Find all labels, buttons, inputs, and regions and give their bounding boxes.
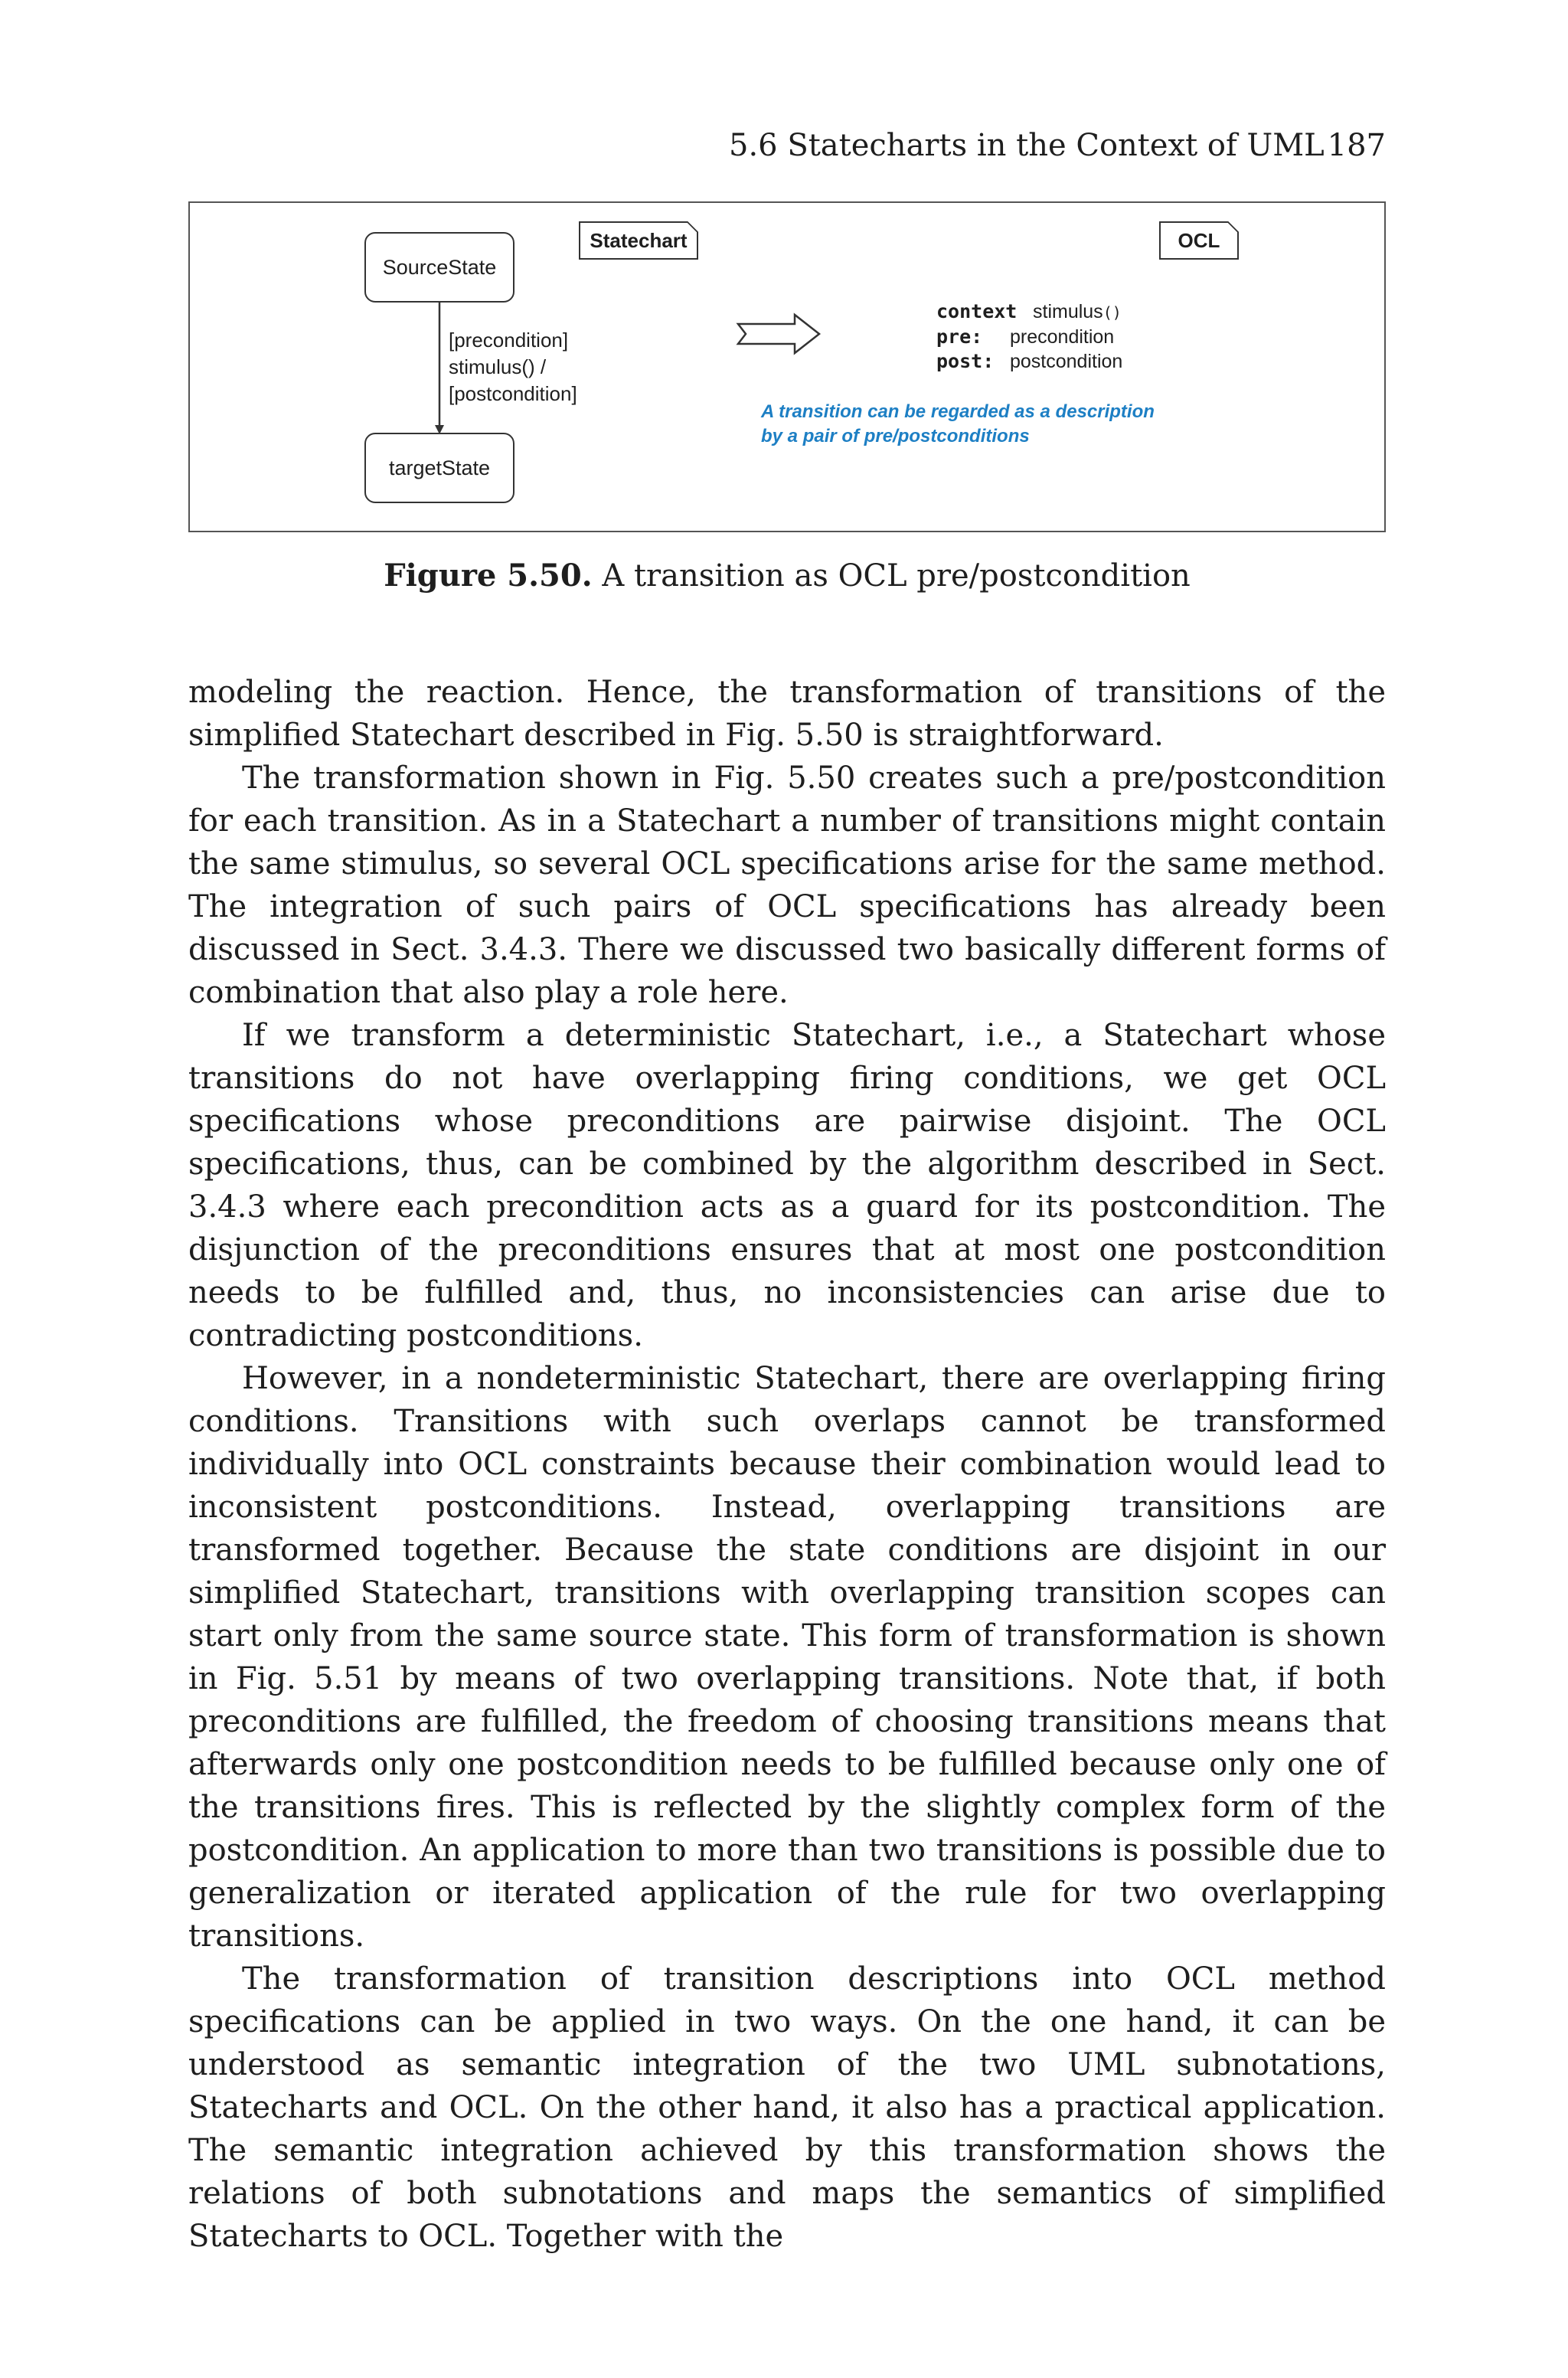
caption-label: Figure 5.50. — [384, 558, 593, 594]
ocl-pre-value: precondition — [1010, 326, 1115, 348]
ocl-context-value: stimulus — [1033, 301, 1103, 322]
transition-precondition: [precondition] — [449, 329, 569, 352]
section-title: 5.6 Statecharts in the Context of UML — [729, 128, 1325, 163]
target-state: targetState — [364, 433, 514, 503]
page-number: 187 — [1327, 128, 1386, 163]
ocl-context-keyword: context — [936, 300, 1018, 322]
figure-note-line-2: by a pair of pre/postconditions — [761, 426, 1030, 446]
figure-note-line-1: A transition can be regarded as a description — [761, 401, 1155, 422]
paragraph-2: The transformation shown in Fig. 5.50 creates such a pre/postcondition for each transition. As in a Statechart a number of transitions might contain the same stimulus, so several OCL specifications arise for the same method. The integration of such pairs of OCL specifications has already been discussed in Sect. 3.4.3. There we discussed two basically different forms of combination that also play a role here. — [188, 761, 1386, 1010]
running-header — [729, 123, 1386, 168]
ocl-specification — [936, 299, 1122, 374]
paragraph-1: modeling the reaction. Hence, the transformation of transitions of the simplified Statechart described in Fig. 5.50 is straightforward. — [188, 675, 1386, 753]
ocl-post-keyword: post: — [936, 350, 995, 372]
figure-caption — [188, 557, 1386, 595]
ocl-post-value: postcondition — [1010, 351, 1123, 372]
figure-note — [761, 400, 1155, 449]
body-text — [188, 671, 1386, 2258]
transition-arrowhead — [435, 425, 444, 434]
ocl-tab: OCL — [1159, 221, 1239, 260]
caption-text: A transition as OCL pre/postcondition — [592, 558, 1191, 594]
ocl-pre-keyword: pre: — [936, 325, 983, 348]
figure-5-50 — [188, 201, 1386, 532]
paragraph-4: However, in a nondeterministic Statechart, there are overlapping firing conditions. Transitions with such overlaps cannot be transformed individually into OCL constraints because their combination would lead to inconsistent postconditions. Instead, overlapping transitions are transformed together. Because the state conditions are disjoint in our simplified Statechart, transitions with overlapping transition scopes can start only from the same source state. This form of transformation is shown in Fig. 5.51 by means of two overlapping transitions. Note that, if both preconditions are fulfilled, the freedom of choosing transitions means that afterwards only one postcondition needs to be fulfilled because only one of the transitions fires. This is reflected by the slightly complex form of the postcondition. An application to more than two transitions is possible due to generalization or iterated application of the rule for two overlapping transitions. — [188, 1361, 1386, 1954]
transform-arrow-icon — [738, 315, 819, 353]
transition-stimulus: stimulus() / — [449, 355, 547, 378]
transition-postcondition: [postcondition] — [449, 382, 577, 405]
transition-label — [449, 327, 577, 407]
ocl-context-parens: () — [1102, 303, 1122, 322]
paragraph-5: The transformation of transition descriptions into OCL method specifications can be applied in two ways. On the one hand, it can be understood as semantic integration of the two UML subnotations, Statecharts and OCL. On the other hand, it also has a practical application. The semantic integration achieved by this transformation shows the relations of both subnotations and maps the semantics of simplified Statecharts to OCL. Together with the — [188, 1961, 1386, 2254]
paragraph-3: If we transform a deterministic Statechart, i.e., a Statechart whose transitions do not have overlapping firing conditions, we get OCL specifications whose preconditions are pairwise disjoint. The OCL specifications, thus, can be combined by the algorithm described in Sect. 3.4.3 where each precondition acts as a guard for its postcondition. The disjunction of the preconditions ensures that at most one postcondition needs to be fulfilled and, thus, no inconsistencies can arise due to contradicting postconditions. — [188, 1018, 1386, 1353]
statechart-tab: Statechart — [579, 221, 698, 260]
source-state: SourceState — [364, 232, 514, 303]
